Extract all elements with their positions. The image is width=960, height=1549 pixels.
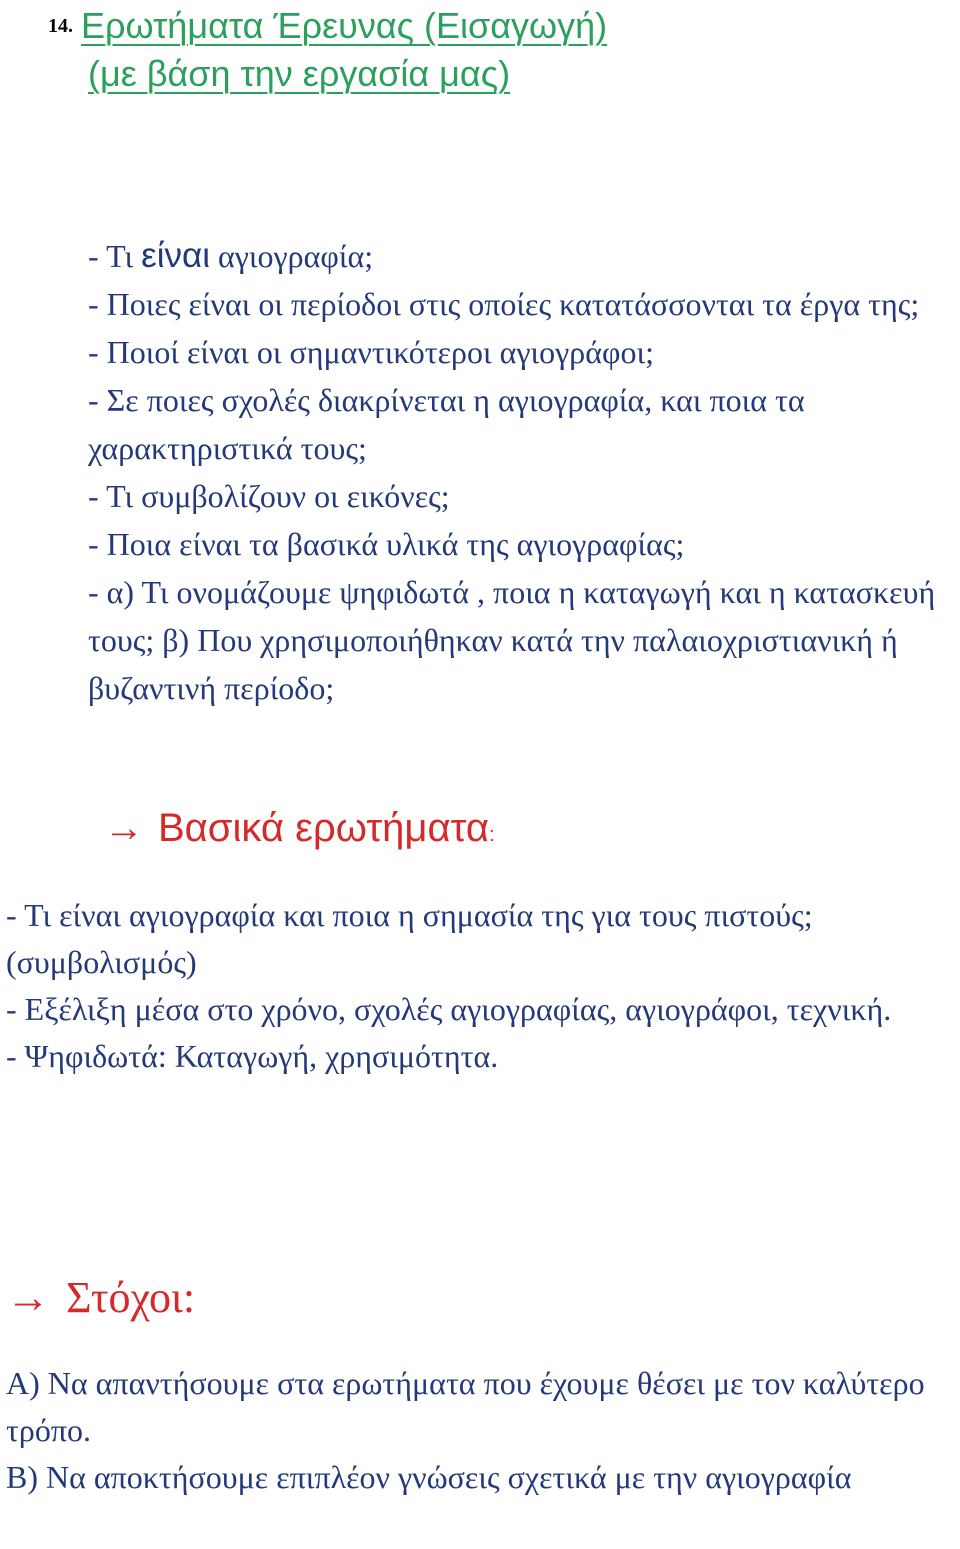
goals-list <box>6 1360 958 1501</box>
question-1-emphasis: είναι <box>141 236 210 275</box>
list-item: Α) Να απαντήσουμε στα ερωτήματα που έχουμε θέσει με τον καλύτερο τρόπο. <box>6 1365 925 1448</box>
list-item: Β) Να αποκτήσουμε επιπλέον γνώσεις σχετικά με την αγιογραφία <box>6 1459 852 1495</box>
heading-title-line-2: (με βάση την εργασία μας) <box>88 53 511 94</box>
right-arrow-icon: → <box>6 1273 50 1322</box>
basic-questions-colon: : <box>488 824 495 846</box>
goals-heading <box>6 1272 195 1323</box>
question-1-prefix: - Τι <box>88 238 142 274</box>
right-arrow-icon: → <box>104 806 144 850</box>
question-item: - α) Τι ονομάζουμε ψηφιδωτά , ποια η καταγωγή και η κατασκευή τους; β) Που χρησιμοποιήθηκαν κατά την παλαιοχριστιανική ή βυζαντινή περίοδο; <box>88 574 936 706</box>
question-item <box>88 232 958 280</box>
list-item: - Ψηφιδωτά: Καταγωγή, χρησιμότητα. <box>6 1038 499 1074</box>
question-item: - Ποια είναι τα βασικά υλικά της αγιογραφίας; <box>88 526 685 562</box>
heading-title-line-1: Ερωτήματα Έρευνας (Εισαγωγή) <box>81 5 608 46</box>
question-1-suffix: αγιογραφία; <box>210 238 374 274</box>
question-item: - Ποιες είναι οι περίοδοι στις οποίες κατατάσσονται τα έργα της; <box>88 286 920 322</box>
basic-questions-heading <box>104 806 495 851</box>
list-item: - Τι είναι αγιογραφία και ποια η σημασία της για τους πιστούς; (συμβολισμός) <box>6 897 813 980</box>
goals-title: Στόχοι: <box>66 1273 196 1322</box>
question-item: - Τι συμβολίζουν οι εικόνες; <box>88 478 450 514</box>
question-item: - Ποιοί είναι οι σημαντικότεροι αγιογράφοι; <box>88 334 654 370</box>
basic-questions-list <box>6 892 956 1080</box>
section-number: 14. <box>48 15 73 37</box>
section-heading <box>48 2 948 98</box>
question-item: - Σε ποιες σχολές διακρίνεται η αγιογραφία, και ποια τα χαρακτηριστικά τους; <box>88 382 805 466</box>
basic-questions-title: Βασικά ερωτήματα <box>158 806 489 850</box>
research-questions-list <box>88 232 958 712</box>
list-item: - Εξέλιξη μέσα στο χρόνο, σχολές αγιογραφίας, αγιογράφοι, τεχνική. <box>6 991 892 1027</box>
